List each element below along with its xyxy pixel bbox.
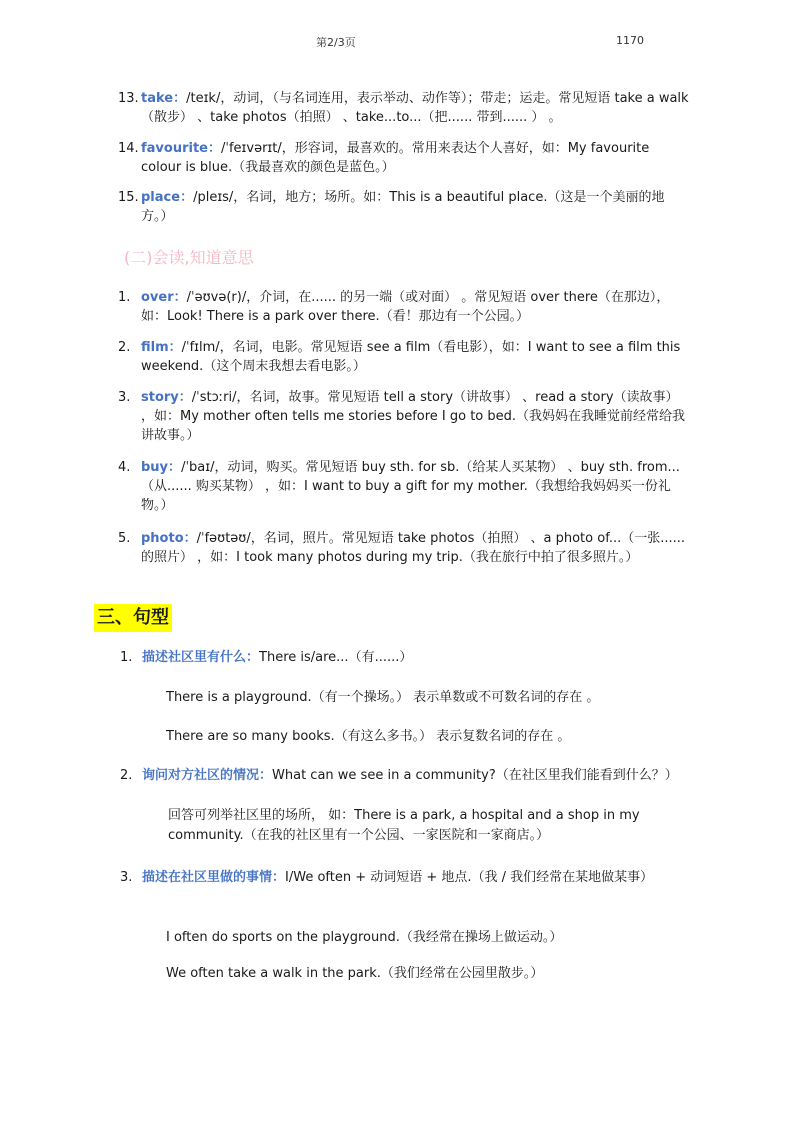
entry-number: 15. — [118, 190, 139, 205]
entry-text: /ˈfɪlm/，名词，电影。常见短语 see a film（看电影），如：I want to see a film this weekend.（这个周末我想去看电影。） — [141, 340, 681, 374]
entry-number: 1. — [118, 290, 131, 305]
pattern-number: 3. — [120, 870, 133, 885]
entry-number: 13. — [118, 91, 139, 106]
entry-number: 5. — [118, 531, 131, 546]
entry-separator: ： — [180, 190, 194, 205]
entry-number: 3. — [118, 390, 131, 405]
entry-number: 4. — [118, 460, 131, 475]
entry-separator: ： — [173, 290, 187, 305]
entry-text: /ˈəʊvə(r)/，介词，在...... 的另一端（或对面） 。常见短语 over there（在那边），如：Look! There is a park over there.（看！那边有一个公园。） — [141, 290, 670, 324]
example-sentence: There are so many books.（有这么多书。） 表示复数名词的存在 。 — [166, 729, 571, 744]
entry-separator: ： — [178, 390, 192, 405]
example-sentence: I often do sports on the playground.（我经常在操场上做运动。） — [166, 930, 563, 945]
entry-text: /ˈfəʊtəʊ/，名词，照片。常见短语 take photos（拍照） 、a photo of...（一张...... 的照片） ，如：I took many photos during my trip.（我在旅行中拍了很多照片。） — [141, 531, 686, 565]
entry-separator: ： — [183, 531, 197, 546]
entry-word: film — [141, 340, 169, 355]
entry-separator: ： — [208, 141, 222, 156]
entry-separator: ： — [168, 460, 182, 475]
pattern-text: I/We often + 动词短语 + 地点.（我 / 我们经常在某地做某事） — [285, 870, 654, 885]
pattern-number: 1. — [120, 650, 133, 665]
entry-number: 2. — [118, 340, 131, 355]
document-code: 1170 — [616, 34, 644, 47]
entry-word: buy — [141, 460, 169, 475]
page-number: 第2/3页 — [316, 36, 356, 49]
entry-text: /ˈbaɪ/，动词，购买。常见短语 buy sth. for sb.（给某人买某物） 、buy sth. from...（从...... 购买某物） ，如：I want to buy a gift for my mother.（我想给我妈妈买一份礼物。） — [141, 460, 680, 513]
section-heading-2: (二)会读,知道意思 — [124, 248, 254, 267]
entry-text: /ˈfeɪvərɪt/，形容词，最喜欢的。常用来表达个人喜好，如：My favourite colour is blue.（我最喜欢的颜色是蓝色。） — [141, 141, 650, 175]
entry-word: favourite — [141, 141, 208, 156]
section-heading-3: 三、句型 — [94, 604, 172, 632]
entry-separator: ： — [168, 340, 182, 355]
example-sentence: There is a playground.（有一个操场。） 表示单数或不可数名词的存在 。 — [166, 690, 600, 705]
entry-text: /teɪk/，动词，（与名词连用，表示举动、动作等）；带走；运走。常见短语 take a walk（散步） 、take photos（拍照） 、take...to...（把...... 带到...... ） 。 — [141, 91, 689, 125]
pattern-text: There is/are...（有......） — [259, 650, 413, 665]
entry-word: place — [141, 190, 181, 205]
entry-number: 14. — [118, 141, 139, 156]
example-sentence: 回答可列举社区里的场所， 如：There is a park, a hospital and a shop in my community.（在我的社区里有一个公园、一家医院和一家商店。） — [168, 808, 640, 843]
pattern-keyword: 描述在社区里做的事情： — [142, 870, 286, 885]
entry-separator: ： — [173, 91, 187, 106]
entry-text: /pleɪs/，名词，地方；场所。如：This is a beautiful place.（这是一个美丽的地方。） — [141, 190, 665, 224]
pattern-keyword: 询问对方社区的情况： — [142, 768, 273, 783]
entry-word: over — [141, 290, 174, 305]
pattern-text: What can we see in a community?（在社区里我们能看到什么？） — [272, 768, 678, 783]
entry-word: photo — [141, 531, 184, 546]
entry-text: /ˈstɔːri/，名词，故事。常见短语 tell a story（讲故事） 、read a story（读故事） ，如：My mother often tells me stories before I go to bed.（我妈妈在我睡觉前经常给我讲故事。） — [141, 390, 686, 443]
pattern-number: 2. — [120, 768, 133, 783]
entry-word: story — [141, 390, 179, 405]
entry-word: take — [141, 91, 174, 106]
pattern-keyword: 描述社区里有什么： — [142, 650, 260, 665]
example-sentence: We often take a walk in the park.（我们经常在公园里散步。） — [166, 966, 544, 981]
